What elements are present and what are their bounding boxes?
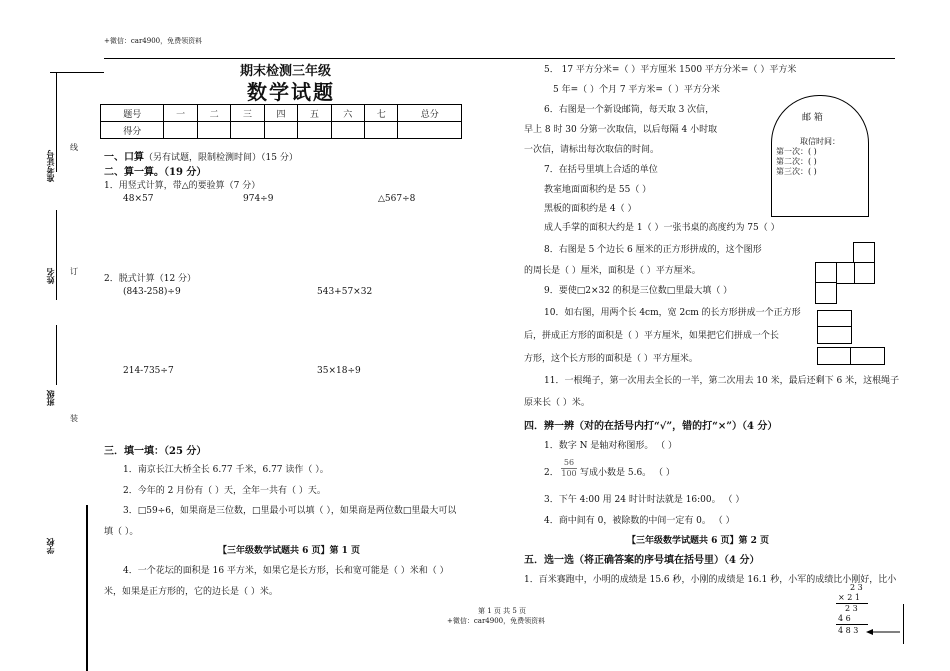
calc-item: 35×18÷9: [317, 366, 361, 376]
binding-mark-zhuang: 装: [70, 414, 78, 423]
score-header-cell: 题号: [101, 105, 164, 122]
q5-line1: 5． 17 平方分米=（ ）平方厘米 1500 平方分米=（ ）平方米: [544, 65, 797, 75]
score-cell[interactable]: [197, 122, 230, 139]
score-table: [100, 104, 462, 139]
binding-line-3: [56, 325, 57, 385]
section-5-heading: 五．选一选（将正确答案的序号填在括号里）（4 分）: [524, 555, 760, 566]
score-cell[interactable]: [365, 122, 398, 139]
label-exam-number: 准考证号: [45, 150, 55, 182]
wechat-watermark-bottom: +微信：car4900，免费领资料: [447, 617, 546, 625]
s3-q3-line2: 填（ ）。: [104, 527, 139, 537]
header-rule-left: [104, 58, 537, 59]
wechat-watermark-top: +微信：car4900，免费领资料: [104, 37, 203, 45]
square-shape: [815, 262, 837, 284]
q11-line2: 原来长（ ）米。: [524, 398, 590, 408]
binding-top-rule: [50, 72, 104, 73]
q8-line2: 的周长是（ ）厘米，面积是（ ）平方厘米。: [524, 266, 701, 276]
header-rule-right: [515, 58, 895, 59]
vmult-line: 2 3: [850, 583, 863, 592]
section-1-heading: 一、口算: [104, 152, 144, 163]
s2-q2: 2．脱式计算（12 分）: [104, 274, 197, 284]
mailbox-figure: [771, 95, 869, 217]
vmult-line: × 2 1: [838, 593, 860, 602]
s2-q1: 1．用竖式计算，带△的要验算（7 分）: [104, 181, 261, 191]
q10-line1: 10．如右图，用两个长 4cm，宽 2cm 的长方形拼成一个正方形: [544, 308, 801, 318]
square-shape: [815, 282, 837, 304]
subject-title: 数学试题: [247, 80, 335, 104]
fraction-denominator: 100: [561, 469, 577, 478]
score-header-cell: 六: [331, 105, 364, 122]
rectangle-shape: [817, 347, 852, 365]
score-header-cell: 一: [164, 105, 197, 122]
calc-item: 48×57: [123, 194, 154, 204]
rectangle-shape: [817, 326, 852, 344]
calc-item: 214-735÷7: [123, 366, 174, 376]
label-class: 班级: [45, 390, 55, 406]
score-header-cell: 五: [298, 105, 331, 122]
q8-line1: 8．右图是 5 个边长 6 厘米的正方形拼成的，这个图形: [544, 245, 762, 255]
calc-item: 543+57×32: [317, 287, 373, 297]
s3-q4-line1: 4．一个花坛的面积是 16 平方米，如果它是长方形，长和宽可能是（ ）米和（ ）: [123, 566, 449, 576]
score-header-cell: 三: [231, 105, 264, 122]
q10-line3: 方形，这个长方形的面积是（ ）平方厘米。: [524, 354, 698, 364]
q7-c: 成人手掌的面积大约是 1（ ）一张书桌的高度约为 75（ ）: [544, 223, 780, 233]
section-1-note: （另有试题，限制检测时间）（15 分）: [144, 153, 298, 163]
page-footer-left: 【三年级数学试题共 6 页】第 1 页: [218, 546, 361, 556]
q5-line2: 5 年=（ ）个月 7 平方米=（ ）平方分米: [553, 85, 720, 95]
mailbox-title: 邮 箱: [802, 113, 823, 123]
s4-q1: 1．数字 N 是轴对称图形。 （ ）: [544, 441, 678, 451]
q9: 9．要使□2×32 的积是三位数□里最大填（ ）: [544, 286, 733, 296]
score-cell[interactable]: [398, 122, 462, 139]
section-2-heading: 二、算一算。（19 分）: [104, 167, 207, 178]
q6-line3: 一次信，请标出每次取信的时间。: [524, 145, 660, 155]
score-cell[interactable]: [164, 122, 197, 139]
calc-item: 974÷9: [243, 194, 274, 204]
square-shape: [853, 262, 875, 284]
s3-q2: 2．今年的 2 月份有（ ）天，全年一共有（ ）天。: [123, 486, 326, 496]
binding-line-1: [56, 72, 57, 172]
arrow-left-icon: [866, 628, 902, 636]
s3-q3-line1: 3．□59÷6，如果商是三位数，□里最小可以填（ ），如果商是两位数□里最大可以: [123, 506, 457, 516]
mailbox-row: 第一次：( ): [776, 147, 817, 156]
score-cell[interactable]: [231, 122, 264, 139]
vmult-rule: [836, 624, 868, 625]
vmult-line: 2 3: [845, 604, 858, 613]
score-cell[interactable]: [331, 122, 364, 139]
fraction-numerator: 56: [561, 458, 577, 469]
s4-q4: 4．商中间有 0，被除数的中间一定有 0。 （ ）: [544, 516, 735, 526]
score-cell[interactable]: [298, 122, 331, 139]
rectangle-shape: [850, 347, 885, 365]
calc-item: (843-258)÷9: [123, 287, 181, 297]
s3-q4-line2: 米，如果是正方形的，它的边长是（ ）米。: [104, 587, 278, 597]
s4-q2-prefix: 2．: [544, 468, 559, 478]
score-header-cell: 四: [264, 105, 297, 122]
section-4-heading: 四．辨一辨（对的在括号内打“√”，错的打“×”）（4 分）: [524, 421, 778, 432]
binding-line-2: [56, 210, 57, 300]
binding-mark-xian: 线: [70, 143, 78, 152]
vmult-line: 4 6: [838, 614, 851, 623]
page-footer-right: 【三年级数学试题共 6 页】第 2 页: [627, 536, 770, 546]
vmult-line: 4 8 3: [838, 626, 859, 635]
square-shape: [853, 242, 875, 264]
q7-a: 教室地面面积约是 55（ ）: [544, 185, 652, 195]
fraction-56-100: [561, 458, 577, 479]
page-number: 第 1 页 共 5 页: [478, 607, 527, 615]
calc-item: △567÷8: [378, 194, 416, 204]
s4-q3: 3．下午 4:00 用 24 时计时法就是 16:00。 （ ）: [544, 495, 745, 505]
s3-q1: 1．南京长江大桥全长 6.77 千米，6.77 读作（ ）。: [123, 465, 329, 475]
s4-q2-text: 写成小数是 5.6。 （ ）: [580, 468, 675, 478]
q7-b: 黑板的面积约是 4（ ）: [544, 204, 637, 214]
label-school: 学校: [45, 538, 55, 554]
vmult-side-rule: [903, 604, 904, 644]
score-header-cell: 二: [197, 105, 230, 122]
label-name: 姓名: [45, 268, 55, 284]
q10-line2: 后，拼成正方形的面积是（ ）平方厘米，如果把它们拼成一个长: [524, 331, 779, 341]
binding-bottom-line: [86, 505, 88, 671]
score-header-cell: 七: [365, 105, 398, 122]
s5-q1: 1．百米赛跑中，小明的成绩是 15.6 秒，小刚的成绩是 16.1 秒，小军的成绩比小刚好，比小: [524, 575, 897, 585]
mailbox-row: 第二次：( ): [776, 157, 817, 166]
score-header-cell: 总分: [398, 105, 462, 122]
score-cell[interactable]: [264, 122, 297, 139]
exam-title: 期末检测三年级: [240, 64, 332, 79]
mailbox-subtitle: 取信时间：: [800, 137, 840, 146]
section-3-heading: 三．填一填：（25 分）: [104, 446, 207, 457]
mailbox-row: 第三次：( ): [776, 167, 817, 176]
score-row-label: 得分: [101, 122, 164, 139]
q6-line2: 早上 8 时 30 分第一次取信，以后每隔 4 小时取: [524, 125, 718, 135]
q7: 7．在括号里填上合适的单位: [544, 165, 658, 175]
q6-line1: 6．右图是一个新设邮筒，每天取 3 次信，: [544, 105, 715, 115]
q11-line1: 11．一根绳子，第一次用去全长的一半，第二次用去 10 米，最后还剩下 6 米，这根绳子: [544, 376, 900, 386]
section-1: [104, 148, 298, 163]
binding-mark-ding: 订: [70, 267, 78, 276]
